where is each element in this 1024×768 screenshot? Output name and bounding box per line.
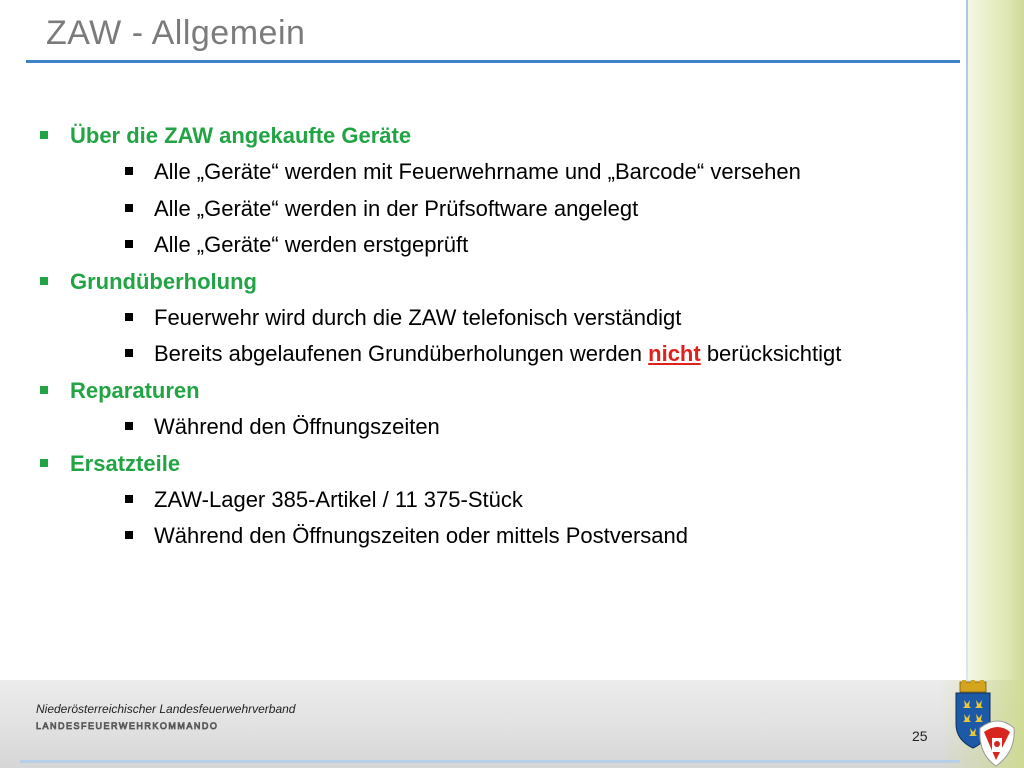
- list-item: [36, 154, 966, 190]
- list-item-text: Alle „Geräte“ werden erstgeprüft: [154, 232, 469, 258]
- square-bullet-icon: [40, 459, 48, 467]
- square-bullet-icon: [125, 204, 133, 212]
- list-item: [36, 373, 966, 409]
- list-item-text: Während den Öffnungszeiten: [154, 414, 440, 440]
- list-item-text: ZAW-Lager 385-Artikel / 11 375-Stück: [154, 486, 523, 512]
- coat-of-arms-icon: [950, 680, 1024, 768]
- list-item-text: [154, 336, 841, 372]
- list-item: [36, 227, 966, 263]
- square-bullet-icon: [125, 495, 133, 503]
- list-item: [36, 409, 966, 445]
- square-bullet-icon: [40, 386, 48, 394]
- page-title: ZAW - Allgemein: [46, 14, 306, 52]
- square-bullet-icon: [125, 349, 133, 357]
- list-item-text: Feuerwehr wird durch die ZAW telefonisch verständigt: [154, 304, 682, 330]
- list-item: [36, 446, 966, 482]
- list-item: [36, 300, 966, 336]
- square-bullet-icon: [125, 167, 133, 175]
- side-decor-band: [968, 0, 1024, 768]
- list-item-text: Über die ZAW angekaufte Geräte: [70, 123, 412, 148]
- emphasis-word: nicht: [648, 341, 701, 367]
- list-item: [36, 336, 966, 372]
- title-divider: [26, 60, 960, 63]
- list-item-text-part: Bereits abgelaufenen Grundüberholungen werden: [154, 341, 649, 367]
- bullet-list: [36, 118, 966, 555]
- organization-subtitle: landesfeuerwehrkommando: [36, 717, 219, 732]
- list-item-text: Alle „Geräte“ werden mit Feuerwehrname und „Barcode“ versehen: [154, 159, 801, 185]
- list-item-text: Ersatzteile: [70, 450, 181, 476]
- list-item: [36, 264, 966, 300]
- square-bullet-icon: [125, 422, 133, 430]
- page-number: 25: [912, 728, 928, 744]
- list-item-text: Während den Öffnungszeiten oder mittels Postversand: [154, 523, 689, 549]
- organization-name: Niederösterreichischer Landesfeuerwehrverband: [36, 702, 296, 716]
- list-item: [36, 518, 966, 554]
- footer-divider: [20, 760, 960, 763]
- list-item: [36, 482, 966, 518]
- square-bullet-icon: [125, 313, 133, 321]
- square-bullet-icon: [125, 531, 133, 539]
- list-item: [36, 118, 966, 154]
- square-bullet-icon: [125, 240, 133, 248]
- square-bullet-icon: [40, 131, 48, 139]
- list-item-text-part: berücksichtigt: [700, 341, 842, 367]
- list-item: [36, 191, 966, 227]
- list-item-text: Reparaturen: [70, 377, 200, 403]
- list-item-text: Grundüberholung: [70, 268, 257, 294]
- list-item-text: Alle „Geräte“ werden in der Prüfsoftware angelegt: [154, 195, 639, 221]
- square-bullet-icon: [40, 277, 48, 285]
